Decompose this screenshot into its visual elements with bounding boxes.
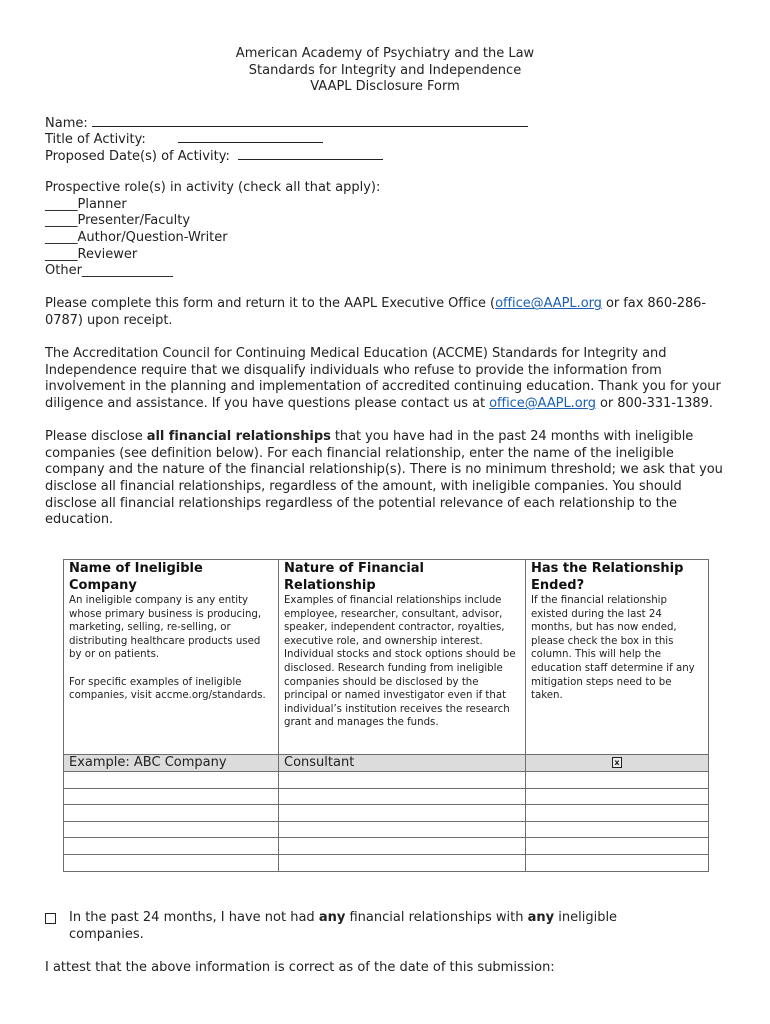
- description-text: An ineligible company is any entity whose primary business is producing, marketing, selling, re-selling, or distributing healthcare products used by or on patients.: [69, 595, 262, 661]
- table-row-example: [64, 755, 709, 772]
- name-label: Name:: [45, 115, 88, 131]
- nature-cell[interactable]: [279, 788, 526, 805]
- title-of-activity-field[interactable]: [178, 130, 323, 143]
- company-cell[interactable]: [64, 788, 279, 805]
- dates-label: Proposed Date(s) of Activity:: [45, 148, 230, 164]
- disclosure-paragraph: [45, 429, 725, 529]
- no-relationships-text: [69, 910, 689, 943]
- role-item-presenter[interactable]: [45, 213, 725, 230]
- table-row: [64, 821, 709, 838]
- table-row: [64, 772, 709, 789]
- dates-field-row: [45, 147, 725, 164]
- nature-cell[interactable]: [279, 838, 526, 855]
- return-instructions: [45, 296, 725, 329]
- return-text: Please complete this form and return it to the AAPL Executive Office (: [45, 296, 496, 312]
- table-header-row: [64, 560, 709, 755]
- example-ended-cell[interactable]: [526, 755, 709, 772]
- statement-text: In the past 24 months, I have not had: [69, 910, 319, 925]
- ended-cell[interactable]: [526, 838, 709, 855]
- header-nature: [279, 560, 526, 755]
- statement-text: ineligible companies.: [69, 910, 618, 942]
- checked-checkbox-icon[interactable]: x: [612, 757, 622, 768]
- example-company-cell[interactable]: Example: ABC Company: [64, 755, 279, 772]
- table-row: [64, 788, 709, 805]
- column-description: [531, 594, 703, 703]
- activity-fields: [45, 114, 725, 164]
- column-description: [284, 594, 520, 730]
- no-relationships-statement: [45, 910, 725, 943]
- company-cell[interactable]: [64, 821, 279, 838]
- role-blank[interactable]: _____: [45, 213, 78, 229]
- other-blank[interactable]: ______________: [81, 263, 173, 279]
- contact-email-link[interactable]: office@AAPL.org: [489, 396, 596, 411]
- ended-cell[interactable]: [526, 772, 709, 789]
- ended-cell[interactable]: [526, 788, 709, 805]
- standards-title: Standards for Integrity and Independence: [248, 62, 522, 78]
- role-label: Planner: [77, 196, 127, 212]
- name-field-row: [45, 114, 725, 131]
- statement-emphasis: any: [527, 910, 555, 925]
- fax-text: or fax 860-286-0787) upon receipt.: [45, 296, 707, 329]
- nature-cell[interactable]: [279, 772, 526, 789]
- ended-cell[interactable]: [526, 805, 709, 822]
- header-company: [64, 560, 279, 755]
- nature-cell[interactable]: [279, 805, 526, 822]
- statement-emphasis: any: [318, 910, 346, 925]
- company-cell[interactable]: [64, 838, 279, 855]
- ended-cell[interactable]: [526, 821, 709, 838]
- roles-section: [45, 180, 725, 280]
- table-row: [64, 805, 709, 822]
- role-label: Other: [45, 263, 82, 279]
- column-title: Nature of Financial Relationship: [284, 561, 424, 593]
- office-email-link[interactable]: office@AAPL.org: [495, 296, 602, 312]
- title-field-row: [45, 130, 725, 147]
- attestation-statement: I attest that the above information is correct as of the date of this submission:: [45, 960, 555, 975]
- column-title: Name of Ineligible Company: [69, 561, 203, 593]
- accme-paragraph: [45, 346, 725, 412]
- disclose-text-rest: that you have had in the past 24 months with ineligible companies (see definition below). For each financial relationship, enter the name of the ineligible company and the nature of the financial relationship(s). There is no minimum threshold; we ask that you disclose all financial relationships, regardless of the amount, with ineligible companies. You should disclose all financial relationships regardless of the potential relevance of each relationship to the education.: [45, 429, 723, 528]
- example-nature-cell[interactable]: Consultant: [279, 755, 526, 772]
- financial-relationships-table: [63, 559, 709, 872]
- column-title: Has the Relationship Ended?: [531, 561, 684, 593]
- roles-prompt: Prospective role(s) in activity (check all that apply):: [45, 180, 381, 196]
- document-page: [45, 46, 725, 529]
- name-field[interactable]: [92, 114, 528, 127]
- title-label: Title of Activity:: [45, 132, 146, 148]
- description-text: If the financial relationship existed during the last 24 months, but has now ended, please check the box in this column. This will help the education staff determine if any mitigation steps need to be taken.: [531, 595, 695, 702]
- company-cell[interactable]: [64, 805, 279, 822]
- nature-cell[interactable]: [279, 854, 526, 871]
- role-item-planner[interactable]: [45, 197, 725, 214]
- company-cell[interactable]: [64, 854, 279, 871]
- document-title: [45, 46, 725, 96]
- role-label: Reviewer: [77, 246, 138, 262]
- role-label: Author/Question-Writer: [77, 230, 228, 246]
- role-blank[interactable]: _____: [45, 230, 78, 246]
- disclose-text: Please disclose: [45, 429, 147, 445]
- header-ended: [526, 560, 709, 755]
- role-blank[interactable]: _____: [45, 196, 78, 212]
- description-text: For specific examples of ineligible companies, visit accme.org/standards.: [69, 676, 266, 702]
- phone-text: or 800-331-1389.: [595, 396, 713, 411]
- role-item-author[interactable]: [45, 230, 725, 247]
- statement-text: financial relationships with: [345, 910, 528, 925]
- proposed-dates-field[interactable]: [238, 147, 383, 160]
- role-item-other[interactable]: [45, 263, 725, 280]
- column-description: [69, 594, 273, 703]
- disclose-emphasis: all financial relationships: [146, 429, 331, 445]
- role-item-reviewer[interactable]: [45, 247, 725, 264]
- table-row: [64, 854, 709, 871]
- ended-cell[interactable]: [526, 854, 709, 871]
- description-text: Examples of financial relationships include employee, researcher, consultant, advisor, speaker, independent contractor, royalties, executive role, and ownership interest. Individual stocks and stock options should be disclosed. Research funding from ineligible companies should be disclosed by the principal or named investigator even if that individual’s institution receives the research grant and manages the funds.: [284, 595, 516, 729]
- form-title: VAAPL Disclosure Form: [310, 79, 460, 94]
- accme-text: The Accreditation Council for Continuing Medical Education (ACCME) Standards for Integrity and Independence require that we disqualify individuals who refuse to provide the information from involvement in the planning and implementation of accredited continuing education. Thank you for your diligence and assistance. If you have questions please contact us at: [45, 346, 721, 411]
- role-blank[interactable]: _____: [45, 246, 78, 262]
- unchecked-checkbox-icon[interactable]: [45, 913, 56, 924]
- disclosure-table-container: [63, 559, 708, 872]
- table-row: [64, 838, 709, 855]
- org-name: American Academy of Psychiatry and the Law: [235, 46, 535, 61]
- company-cell[interactable]: [64, 772, 279, 789]
- nature-cell[interactable]: [279, 821, 526, 838]
- role-label: Presenter/Faculty: [77, 213, 191, 229]
